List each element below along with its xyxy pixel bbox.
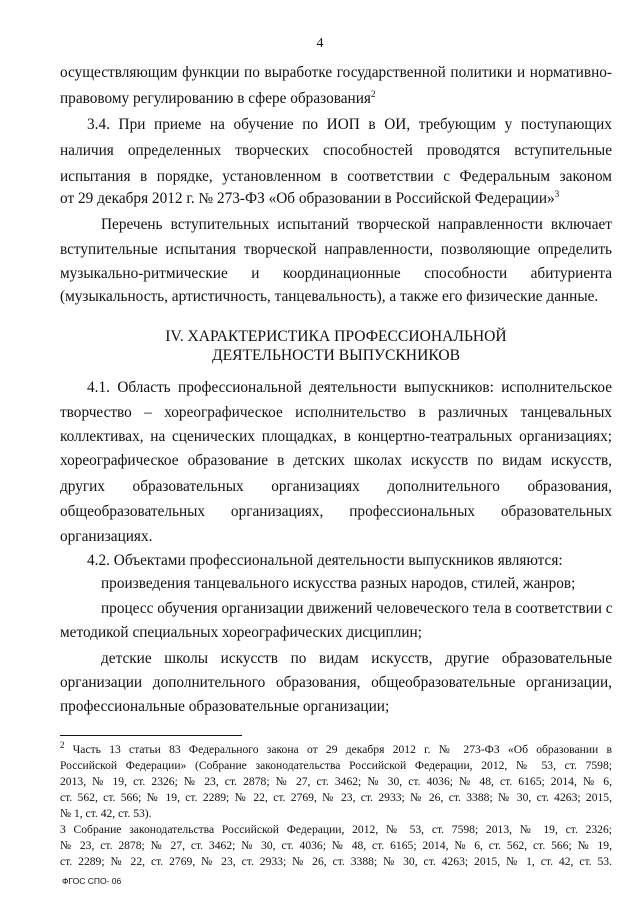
footnote-mark: 2 xyxy=(60,740,65,751)
section-heading: ДЕЯТЕЛЬНОСТИ ВЫПУСКНИКОВ xyxy=(211,347,461,364)
text-line: творчество – хореографическое исполнительство в различных танцевальных xyxy=(60,404,612,421)
text-line: от 29 декабря 2012 г. № 273-ФЗ «Об образовании в Российской Федерации»$^3$ xyxy=(60,188,560,207)
text-line: (музыкальность, артистичность, танцевальность), а также его физические данные. xyxy=(60,288,599,305)
footnote-line: 2013, № 19, ст. 2326; № 23, ст. 2878; № 27, ст. 3462; № 30, ст. 4036; № 48, ст. 6165; 2014, № 6, xyxy=(60,775,612,788)
text-line: произведения танцевального искусства разных народов, стилей, жанров; xyxy=(101,575,576,592)
text-line: музыкально-ритмические и координационные способности абитуриента xyxy=(60,265,612,282)
footnote-ref: 2 xyxy=(370,88,376,99)
footnote-line: № 23, ст. 2878; № 27, ст. 3462; № 30, ст. 4036; № 48, ст. 6165; 2014, № 6, ст. 562, ст. 566; № 19, xyxy=(60,839,612,852)
footnote-line: № 1, ст. 42, ст. 53). xyxy=(60,807,152,820)
footnote-separator xyxy=(60,735,242,736)
page-number: 4 xyxy=(316,36,324,51)
section-heading: IV. ХАРАКТЕРИСТИКА ПРОФЕССИОНАЛЬНОЙ xyxy=(165,328,507,345)
text-line: испытания в порядке, установленном в соответствии с Федеральным законом xyxy=(60,168,612,185)
text-line: осуществляющим функции по выработке государственной политики и нормативно- xyxy=(60,64,612,81)
text-line: организации дополнительного образования, общеобразовательные организации, xyxy=(60,674,612,691)
text-line: правовому регулированию в сфере образования$^2$ xyxy=(60,88,376,107)
text-line: методикой специальных хореографических дисциплин; xyxy=(60,624,422,641)
text-line: детские школы искусств по видам искусств, другие образовательные xyxy=(101,650,612,667)
text-line: наличия определенных творческих способностей проводятся вступительные xyxy=(60,142,612,159)
text-line: вступительные испытания творческой направленности, позволяющие определить xyxy=(60,241,612,258)
footnote-line: ст. 2289; № 22, ст. 2769, № 23, ст. 2933; № 26, ст. 3388; № 30, ст. 4263; 2015, № 1, ст. 42, ст. 53. xyxy=(60,855,612,868)
text-line: профессиональные образовательные организации; xyxy=(60,698,390,715)
text-line: коллективах, на сценических площадках, в концертно-театральных организациях; xyxy=(60,428,612,445)
text-line: 4.2. Объектами профессиональной деятельности выпускников являются: xyxy=(87,552,563,569)
text-line: хореографическое образование в детских школах искусств по видам искусств, xyxy=(60,452,612,469)
text-line: организациях. xyxy=(60,528,153,545)
footnote-line: ст. 562, ст. 566; № 19, ст. 2289; № 22, ст. 2769, № 23, ст. 2933; № 26, ст. 3388; № 30, ст. 4263; 2015, xyxy=(60,791,612,804)
footnote-line: $^2$ Часть 13 статьи 83 Федерального закона от 29 декабря 2012 г. № 273-ФЗ «Об образовании в xyxy=(60,740,612,756)
text-line: 4.1. Область профессиональной деятельности выпускников: исполнительское xyxy=(87,379,612,396)
footnote-line: Российской Федерации» (Собрание законодательства Российской Федерации, 2012, № 53, ст. 7598; xyxy=(60,759,612,772)
footnote-ref: 3 xyxy=(554,188,560,199)
text-line: других образовательных организациях дополнительного образования, xyxy=(60,478,612,495)
text-line: 3.4. При приеме на обучение по ИОП в ОИ, требующим у поступающих xyxy=(87,116,612,133)
text-line: Перечень вступительных испытаний творческой направленности включает xyxy=(101,216,612,233)
document-code: ФГОС СПО- 06 xyxy=(62,876,122,886)
text-line: процесс обучения организации движений человеческого тела в соответствии с xyxy=(101,600,613,617)
footnote-line: 3 Собрание законодательства Российской Федерации, 2012, № 53, ст. 7598; 2013, № 19, ст. 2326; xyxy=(60,823,612,836)
text-line: общеобразовательных организациях, профессиональных образовательных xyxy=(60,503,612,520)
